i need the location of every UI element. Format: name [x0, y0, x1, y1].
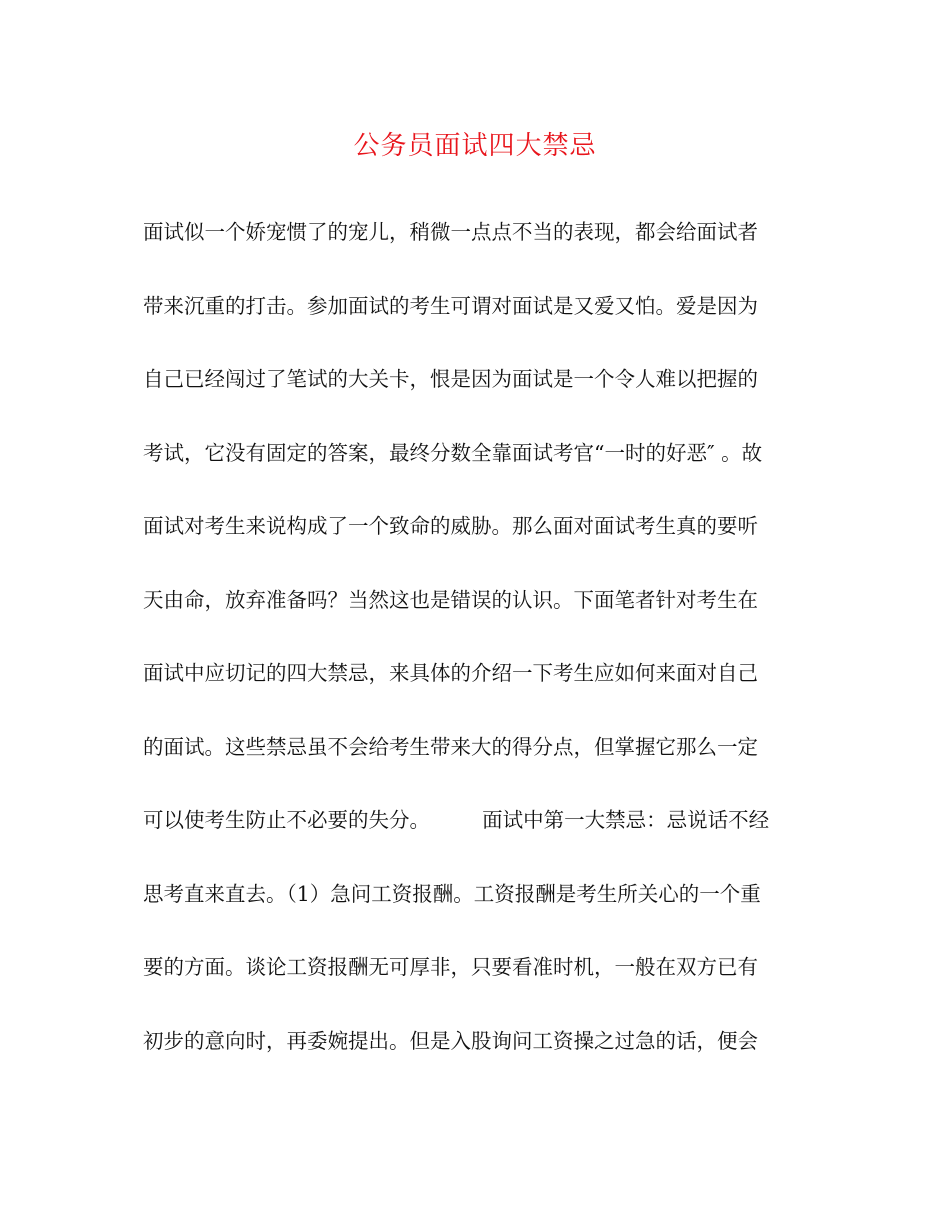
body-line: 带来沉重的打击。参加面试的考生可谓对面试是又爱又怕。爱是因为: [143, 293, 758, 318]
body-line: 的面试。这些禁忌虽不会给考生带来大的得分点，但掌握它那么一定: [143, 734, 758, 759]
body-line: 面试对考生来说构成了一个致命的威胁。那么面对面试考生真的要听: [143, 514, 758, 538]
body-line: 面试中应切记的四大禁忌，来具体的介绍一下考生应如何来面对自己: [143, 661, 758, 685]
body-line: 要的方面。谈论工资报酬无可厚非，只要看准时机，一般在双方已有: [143, 955, 758, 979]
body-line: 面试似一个娇宠惯了的宠儿，稍微一点点不当的表现，都会给面试者: [143, 220, 758, 244]
body-line: 思考直来直去。（1）急问工资报酬。工资报酬是考生所关心的一个重: [143, 881, 761, 906]
body-line: 初步的意向时，再委婉提出。但是入股询问工资操之过急的话，便会: [143, 1028, 758, 1053]
body-line: 自己已经闯过了笔试的大关卡，恨是因为面试是一个令人难以把握的: [143, 367, 758, 391]
document-body: [143, 212, 823, 1094]
body-line: 考试，它没有固定的答案，最终分数全靠面试考官“一时的好恶″ 。故: [143, 440, 763, 465]
body-line: 天由命，放弃准备吗？当然这也是错误的认识。下面笔者针对考生在: [143, 587, 758, 612]
document-title: 公务员面试四大禁忌: [353, 131, 597, 161]
body-line: 可以使考生防止不必要的失分。 面试中第一大禁忌：忌说话不经: [143, 808, 770, 832]
